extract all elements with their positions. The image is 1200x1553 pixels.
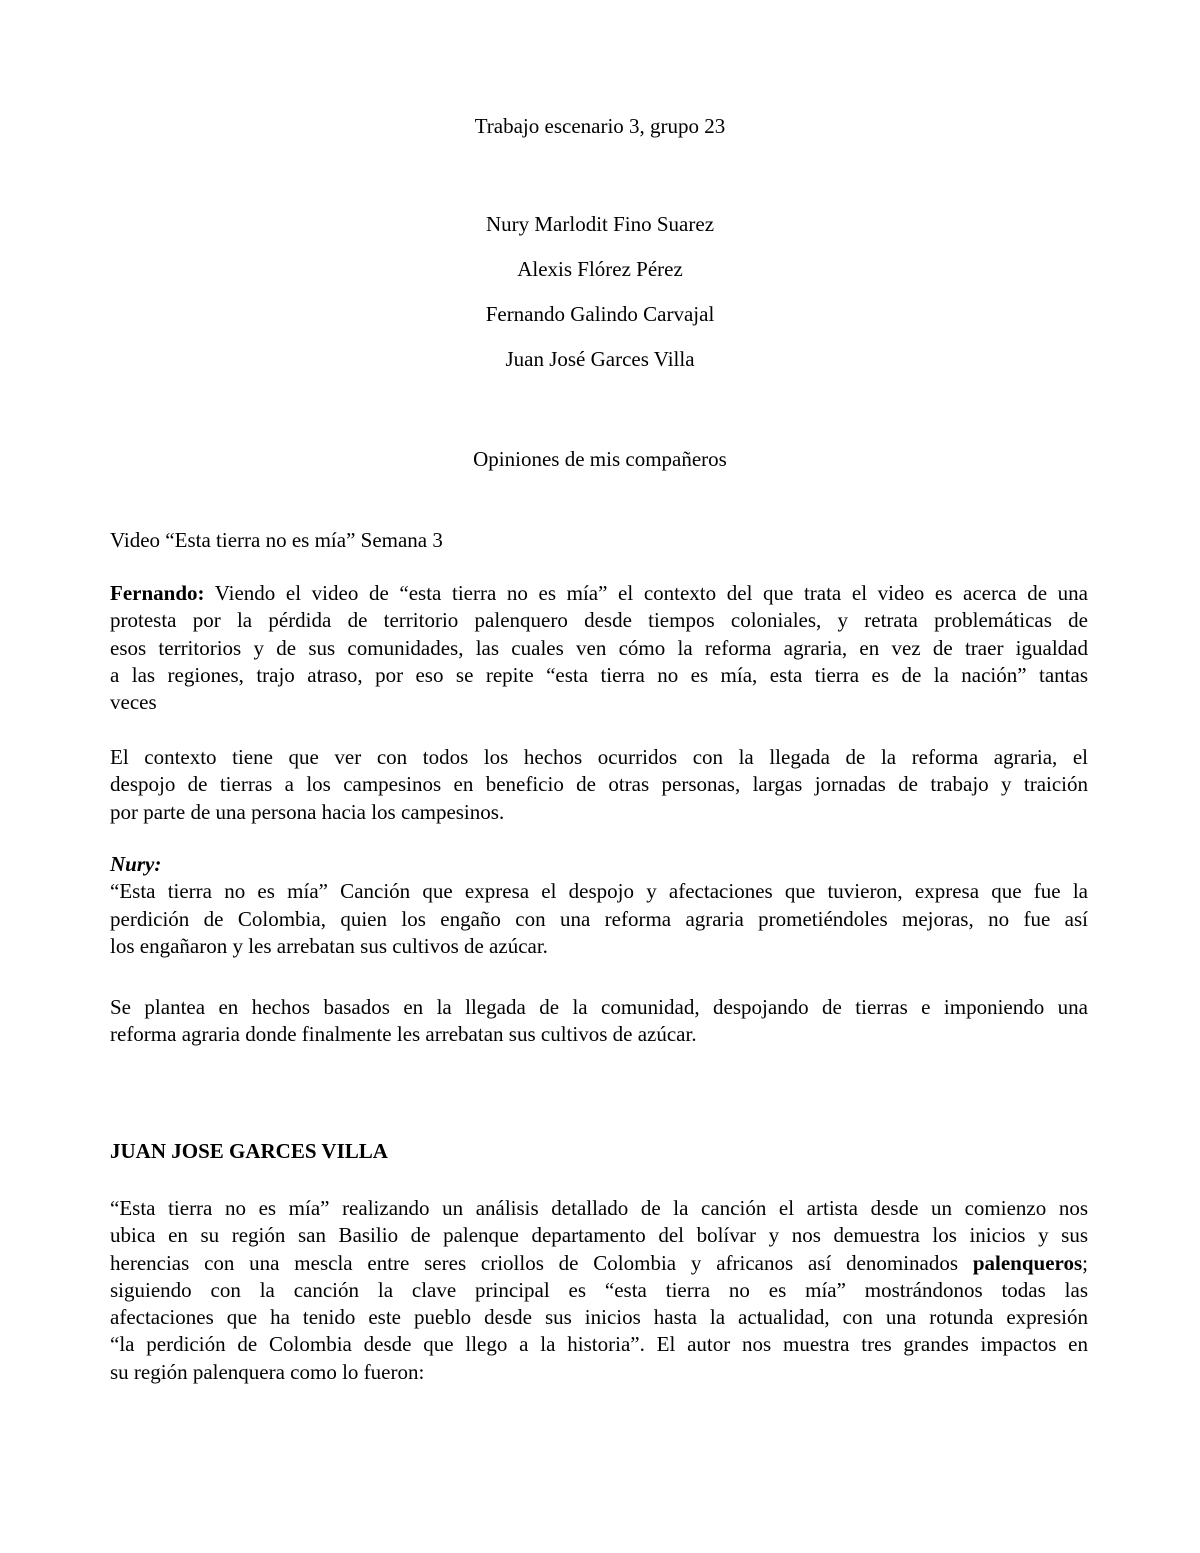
fernando-p2-line-2: despojo de tierras a los campesinos en beneficio de otras personas, largas jornadas de trabajo y traición (110, 772, 1088, 797)
juan-paragraph (110, 1195, 1088, 1386)
juan-line-3-post: ; (1082, 1250, 1088, 1275)
video-heading (110, 527, 1088, 554)
nury-p1-line-1: “Esta tierra no es mía” Canción que expresa el despojo y afectaciones que tuvieron, expresa que fue la (110, 879, 1088, 904)
video-heading-text: Video “Esta tierra no es mía” Semana 3 (110, 528, 443, 552)
fernando-p1-line-5: veces (110, 690, 157, 715)
fernando-p1-line-2: protesta por la pérdida de territorio palenquero desde tiempos coloniales, y retrata problemáticas de (110, 608, 1088, 633)
fernando-paragraph-2 (110, 744, 1088, 826)
nury-paragraph-2 (110, 994, 1088, 1049)
document-title: Trabajo escenario 3, grupo 23 (474, 114, 726, 138)
author-1: Nury Marlodit Fino Suarez (485, 212, 715, 236)
author-3: Fernando Galindo Carvajal (485, 302, 715, 326)
nury-p1-line-2: perdición de Colombia, quien los engaño con una reforma agraria prometiéndoles mejoras, no fue así (110, 906, 1088, 931)
juan-line-4: siguiendo con la canción la clave principal es “esta tierra no es mía” mostrándonos todas las (110, 1277, 1088, 1302)
juan-heading (110, 1138, 1088, 1165)
nury-p1-line-3: los engañaron y les arrebatan sus cultivos de azúcar. (110, 933, 548, 958)
fernando-label: Fernando: (110, 581, 205, 605)
fernando-p1-line-1: Viendo el video de “esta tierra no es mía” el contexto del que trata el video es acerca de una (204, 581, 1088, 605)
nury-label: Nury: (110, 852, 162, 876)
juan-line-5: afectaciones que ha tenido este pueblo desde sus inicios hasta la actualidad, con una rotunda expresión (110, 1305, 1088, 1330)
juan-line-1: “Esta tierra no es mía” realizando un análisis detallado de la canción el artista desde un comienzo nos (110, 1196, 1088, 1220)
juan-line-2: ubica en su región san Basilio de palenque departamento del bolívar y nos demuestra los inicios y sus (110, 1223, 1088, 1248)
author-4: Juan José Garces Villa (505, 347, 695, 371)
fernando-p1-line-4: a las regiones, trajo atraso, por eso se repite “esta tierra no es mía, esta tierra es de la nación” tantas (110, 662, 1088, 687)
juan-line-3-bold: palenqueros (972, 1250, 1083, 1275)
juan-line-3-text: herencias con una mescla entre seres criollos de Colombia y africanos así denominados (110, 1250, 973, 1275)
nury-p2-line-1: Se plantea en hechos basados en la llegada de la comunidad, despojando de tierras e imponiendo una (110, 995, 1088, 1019)
section-subtitle: Opiniones de mis compañeros (473, 447, 727, 471)
fernando-p2-line-3: por parte de una persona hacia los campesinos. (110, 799, 505, 824)
juan-heading-text: JUAN JOSE GARCES VILLA (110, 1139, 388, 1163)
fernando-p1-line-3: esos territorios y de sus comunidades, las cuales ven cómo la reforma agraria, en vez de traer igualdad (110, 635, 1088, 660)
juan-line-6: “la perdición de Colombia desde que llego a la historia”. El autor nos muestra tres grandes impactos en (110, 1332, 1088, 1357)
juan-line-7: su región palenquera como lo fueron: (110, 1359, 425, 1384)
author-2: Alexis Flórez Pérez (517, 257, 683, 281)
fernando-paragraph-1 (110, 580, 1088, 716)
nury-paragraph-1 (110, 851, 1088, 960)
fernando-p2-line-1: El contexto tiene que ver con todos los hechos ocurridos con la llegada de la reforma agraria, el (110, 745, 1088, 769)
nury-p2-line-2: reforma agraria donde finalmente les arrebatan sus cultivos de azúcar. (110, 1022, 697, 1047)
